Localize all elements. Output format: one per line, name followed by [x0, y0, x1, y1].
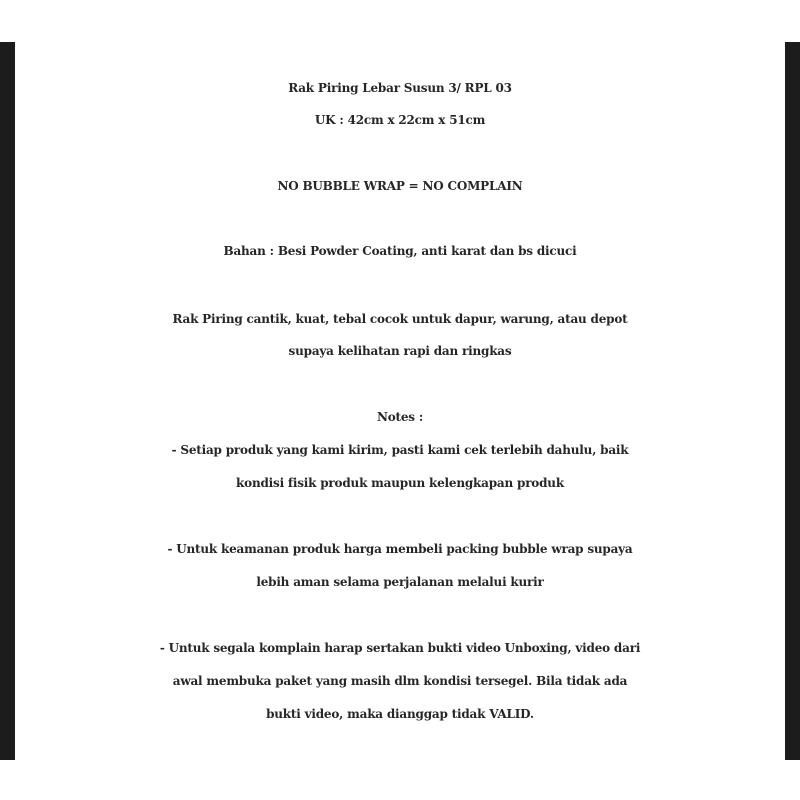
bubble-wrap-warning: NO BUBBLE WRAP = NO COMPLAIN — [277, 179, 523, 193]
note-3-line-1: - Untuk segala komplain harap sertakan bukti video Unboxing, video dari — [159, 641, 641, 655]
left-border-bar — [0, 42, 15, 760]
product-title: Rak Piring Lebar Susun 3/ RPL 03 — [288, 81, 512, 95]
note-2-line-2: lebih aman selama perjalanan melalui kurir — [256, 575, 544, 589]
description-line-1: Rak Piring cantik, kuat, tebal cocok untuk dapur, warung, atau depot — [172, 312, 628, 326]
note-1-line-1: - Setiap produk yang kami kirim, pasti kami cek terlebih dahulu, baik — [171, 443, 629, 457]
product-description-document — [15, 42, 785, 760]
note-3-line-2: awal membuka paket yang masih dlm kondisi tersegel. Bila tidak ada — [172, 674, 628, 688]
description-line-2: supaya kelihatan rapi dan ringkas — [288, 344, 512, 358]
material-line: Bahan : Besi Powder Coating, anti karat dan bs dicuci — [223, 244, 577, 258]
note-3-line-3: bukti video, maka dianggap tidak VALID. — [266, 707, 534, 721]
notes-heading: Notes : — [376, 410, 424, 424]
right-border-bar — [785, 42, 800, 760]
note-2-line-1: - Untuk keamanan produk harga membeli packing bubble wrap supaya — [167, 542, 633, 556]
product-size: UK : 42cm x 22cm x 51cm — [314, 113, 486, 127]
note-1-line-2: kondisi fisik produk maupun kelengkapan produk — [236, 476, 564, 490]
